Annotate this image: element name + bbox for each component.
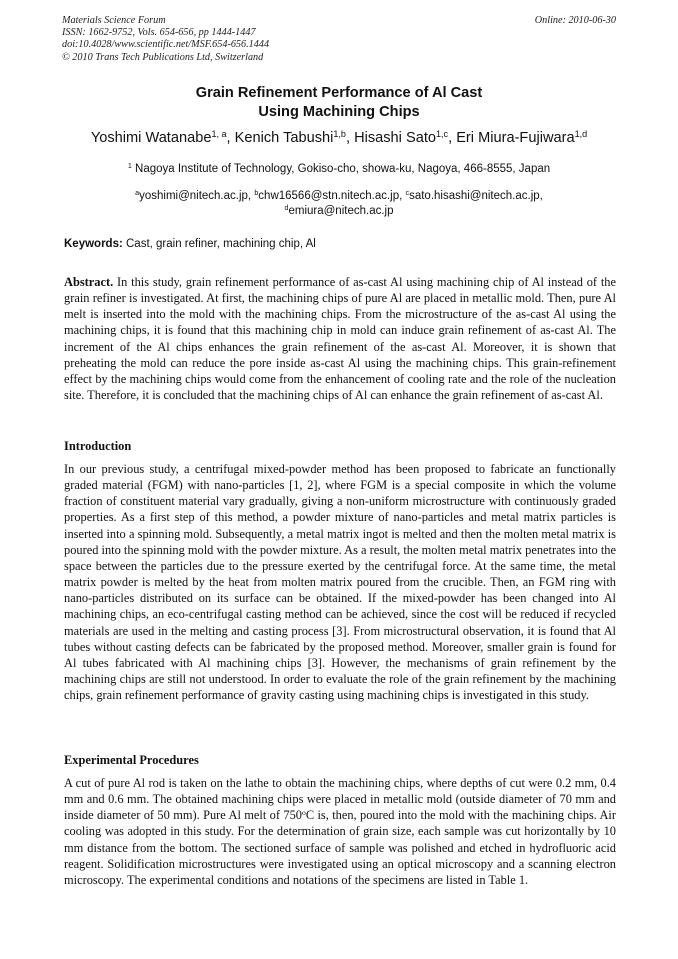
experimental-paragraph: [64, 775, 616, 888]
paper-title: [0, 84, 678, 122]
author-list: [0, 129, 678, 147]
email-line-2: [0, 204, 678, 219]
author-affil-mark: 1, a: [211, 129, 227, 140]
title-line-1: Grain Refinement Performance of Al Cast: [195, 85, 483, 101]
experimental-text-part-1: A cut of pure Al rod is taken on the lathe to obtain the machining chips, where depths of cut were 0.2 mm, 0.4 mm and 0.6 mm. The obtained machining chips were placed in metallic mold (outside diameter of 70 mm and inside diameter of 50 mm). Pure Al melt of 750: [64, 776, 616, 823]
journal-header: [62, 15, 616, 64]
experimental-text-part-2: C is, then, poured into the mold with the machining chips. Air cooling was adopted in this study. For the determination of grain size, each sample was cut horizontally by 10 mm distance from the bottom. The sectioned surface of sample was polished and etched in hydrofluoric acid reagent. Solidification microstructures were investigated using an optical microscopy and a scanning electron microscopy. The experimental conditions and notations of the specimens are listed in Table 1.: [64, 808, 616, 887]
issn-line: ISSN: 1662-9752, Vols. 654-656, pp 1444-1447: [62, 27, 256, 39]
affiliation-mark: 1: [127, 162, 132, 171]
affiliation: [0, 162, 678, 177]
author-affil-mark: 1,d: [574, 129, 588, 140]
experimental-heading: Experimental Procedures: [64, 753, 199, 767]
email-mark: c: [405, 189, 410, 198]
author-separator: ,: [448, 130, 457, 146]
abstract-paragraph: [64, 274, 616, 403]
abstract-label: Abstract.: [64, 275, 114, 289]
email-mark: b: [254, 189, 259, 198]
email-list: [0, 189, 678, 218]
email-address: yoshimi@nitech.ac.jp,: [139, 190, 255, 202]
email-address: emiura@nitech.ac.jp: [288, 204, 394, 217]
email-line-1: [0, 189, 678, 204]
author-name: Eri Miura-Fujiwara: [456, 130, 575, 146]
email-mark: d: [284, 203, 289, 212]
author-separator: ,: [226, 130, 235, 146]
email-mark: a: [135, 189, 140, 198]
author-affil-mark: 1,b: [333, 129, 346, 140]
keywords-text: Cast, grain refiner, machining chip, Al: [122, 238, 316, 250]
keywords-label: Keywords:: [64, 238, 123, 250]
email-address: chw16566@stn.nitech.ac.jp,: [258, 190, 406, 202]
introduction-paragraph: In our previous study, a centrifugal mixed-powder method has been proposed to fabricate an functionally graded material (FGM) with nano-particles [1, 2], where FGM is a special composite in which the volume fraction of constituent material vary gradually, giving a non-uniform microstructure with continuously graded properties. As a first step of this method, a powder mixture of nano-particles and metal matrix particles is inserted into a spinning mold. Subsequently, a metal matrix ingot is melted and then the molten metal matrix is poured into the spinning mold with the powder mixture. As a result, the molten metal matrix penetrates into the space between the particles due to the pressure exerted by the centrifugal force. At the same time, the metal matrix powder is melted by the heat from molten matrix poured from the crucible. Then, an FGM ring with nano-particles distributed on its surface can be obtained. If the mixed-powder has been changed into Al machining chips, an eco-centrifugal casting method can be achieved, since the cost will be reduced if recycled materials are used in the melting and casting process [3]. From microstructural observation, it is found that Al tubes without casting defects can be fabricated by the proposed method. Moreover, smaller grain is found for Al tubes fabricated with Al machining chips [3]. However, the mechanisms of grain refinement by the machining chips are still not understood. In order to evaluate the role of the grain refinement by the machining chips, grain refinement performance of gravity casting using machining chips is investigated in this study.: [64, 462, 616, 703]
journal-name: Materials Science Forum: [62, 15, 166, 26]
affiliation-text: Nagoya Institute of Technology, Gokiso-cho, showa-ku, Nagoya, 466-8555, Japan: [131, 163, 551, 175]
copyright-line: © 2010 Trans Tech Publications Ltd, Switzerland: [62, 51, 264, 63]
email-address: sato.hisashi@nitech.ac.jp,: [409, 190, 543, 202]
title-line-2: Using Machining Chips: [258, 104, 420, 120]
author-name: Kenich Tabushi: [234, 130, 334, 146]
doi-line: doi:10.4028/www.scientific.net/MSF.654-656.1444: [62, 39, 270, 51]
author-affil-mark: 1,c: [436, 129, 449, 140]
keywords-line: [64, 237, 616, 252]
author-separator: ,: [345, 130, 355, 146]
online-date: Online: 2010-06-30: [534, 15, 616, 26]
introduction-heading: Introduction: [64, 439, 132, 453]
author-name: Hisashi Sato: [354, 130, 436, 146]
degree-mark: o: [301, 808, 306, 818]
abstract-text: In this study, grain refinement performance of as-cast Al using machining chip of Al instead of the grain refiner is investigated. At first, the machining chips of pure Al are placed in metallic mold. Then, pure Al melt is inserted into the mold with the machining chips. From the microstructure of the as-cast Al using the machining chips, it is found that this machining chip in mold can induce grain refinement of as-cast Al. The increment of the Al chips enhances the grain refinement of the as-cast Al. Moreover, it is shown that preheating the mold can reduce the pore inside as-cast Al using the machining chips. This grain-refinement effect by the machining chips would come from the enhancement of cooling rate and the role of the nucleation site. Therefore, it is concluded that the machining chips of Al can enhance the grain refinement of as-cast Al.: [64, 275, 616, 403]
author-name: Yoshimi Watanabe: [90, 130, 212, 146]
